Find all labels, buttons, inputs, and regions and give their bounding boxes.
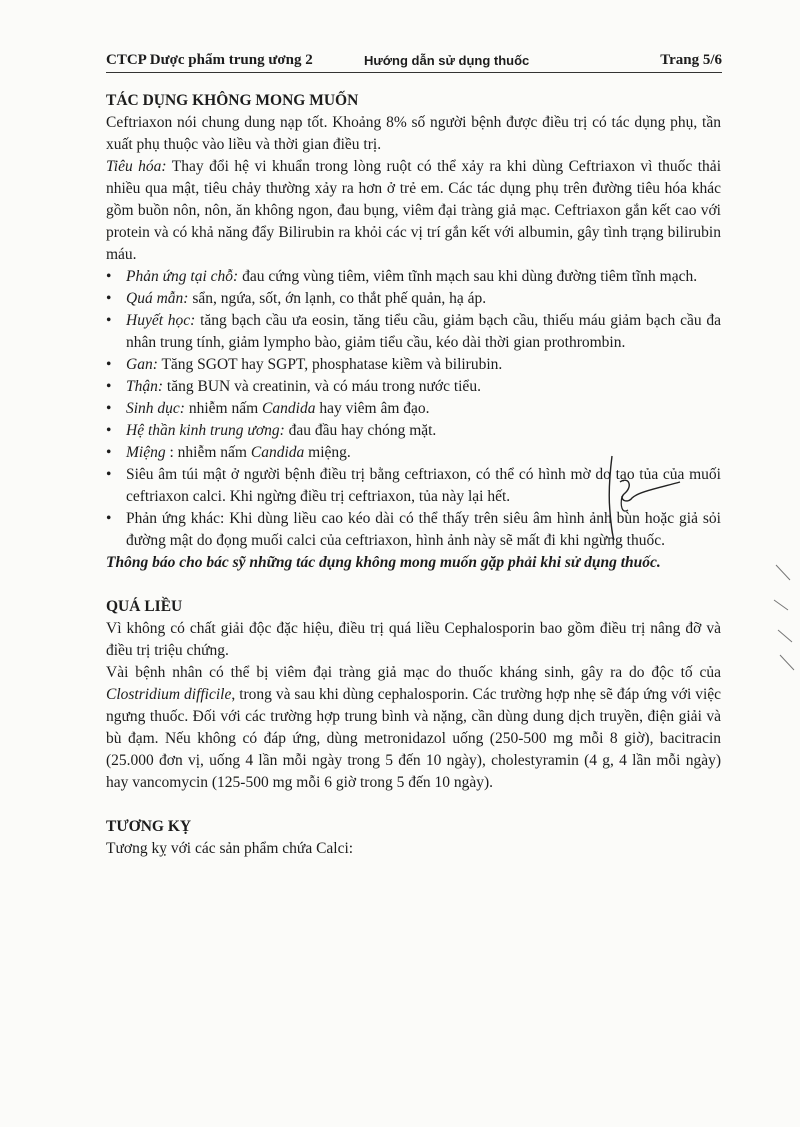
company-name: CTCP Dược phẩm trung ương 2	[106, 52, 313, 68]
digestive-text: Thay đổi hệ vi khuẩn trong lòng ruột có thể xảy ra khi dùng Ceftriaxon vì thuốc thải nhiều qua mật, tiêu chảy thường xảy ra hơn ở trẻ em. Các tác dụng phụ trên đường tiêu hóa khác gồm buồn nôn, nôn, ăn không ngon, đau bụng, viêm đại tràng giả mạc. Ceftriaxon gắn kết cao với protein và có khả năng đẩy Bilirubin ra khỏi các vị trí gắn kết với albumin, gây tình trạng bilirubin máu.	[106, 158, 721, 263]
bullet-hematology	[106, 310, 721, 354]
incompatibility-paragraph: Tương kỵ với các sản phẩm chứa Calci:	[106, 840, 354, 857]
bullet-text: : nhiễm nấm	[165, 444, 251, 461]
bullet-text: sẩn, ngứa, sốt, ớn lạnh, co thắt phế quản, hạ áp.	[188, 290, 487, 307]
bullet-text: tăng BUN và creatinin, và có máu trong nước tiểu.	[163, 378, 481, 395]
handwritten-signature	[598, 452, 683, 542]
bullet-cns	[106, 420, 721, 442]
bullet-hypersensitivity	[106, 288, 721, 310]
bullet-kidney	[106, 376, 721, 398]
bullet-text: tăng bạch cầu ưa eosin, tăng tiểu cầu, giảm bạch cầu, thiếu máu giảm bạch cầu đa nhân trung tính, giảm lympho bào, giảm tiểu cầu, kéo dài thời gian prothrombin.	[126, 312, 721, 351]
overdose-paragraph-2	[106, 662, 721, 794]
overdose-italic: Clostridium difficile	[106, 686, 232, 703]
bullet-genital	[106, 398, 721, 420]
overdose-paragraph-1: Vì không có chất giải độc đặc hiệu, điều trị quá liều Cephalosporin bao gồm điều trị nâng đỡ và điều trị triệu chứng.	[106, 620, 721, 659]
bullet-italic: Candida	[250, 444, 305, 461]
adverse-intro: Ceftriaxon nói chung dung nạp tốt. Khoảng 8% số người bệnh được điều trị có tác dụng phụ, tần xuất phụ thuộc vào liều và thời gian điều trị.	[106, 114, 721, 153]
section-heading-incompatibility: TƯƠNG KỴ	[106, 818, 192, 835]
bullet-text: Tăng SGOT hay SGPT, phosphatase kiềm và bilirubin.	[157, 356, 503, 373]
bullet-label: Quá mẫn:	[126, 290, 189, 307]
bullet-label: Sinh dục:	[126, 400, 185, 417]
adverse-notice: Thông báo cho bác sỹ những tác dụng không mong muốn gặp phải khi sử dụng thuốc.	[106, 554, 661, 571]
bullet-text: hay viêm âm đạo.	[315, 400, 430, 417]
bullet-text: miệng.	[304, 444, 351, 461]
bullet-text: nhiễm nấm	[184, 400, 263, 417]
bullet-label: Thận:	[126, 378, 164, 395]
bullet-text: Siêu âm túi mật ở người bệnh điều trị bằng ceftriaxon, có thể có hình mờ do tạo tủa của muối ceftriaxon calci. Khi ngừng điều trị ceftriaxon, tủa này lại hết.	[126, 466, 721, 505]
bullet-label: Phản ứng tại chỗ:	[126, 268, 239, 285]
bullet-italic: Candida	[262, 400, 316, 417]
spacer	[106, 794, 721, 816]
overdose-text: Vài bệnh nhân có thể bị viêm đại tràng giả mạc do thuốc kháng sinh, gây ra do độc tố của	[106, 664, 721, 681]
section-heading-adverse: TÁC DỤNG KHÔNG MONG MUỐN	[106, 92, 359, 109]
bullet-text: đau cứng vùng tiêm, viêm tĩnh mạch sau khi dùng đường tiêm tĩnh mạch.	[238, 268, 698, 285]
section-heading-overdose: QUÁ LIỀU	[106, 598, 183, 615]
bullet-local-reaction	[106, 266, 721, 288]
scan-edge-marks	[770, 560, 800, 680]
bullet-label: Gan:	[126, 356, 158, 373]
bullet-text: Phản ứng khác: Khi dùng liều cao kéo dài có thể thấy trên siêu âm hình ảnh bùn hoặc giả sỏi đường mật do đọng muối calci của ceftriaxon, hình ảnh này sẽ mất đi khi ngừng thuốc.	[126, 510, 721, 549]
bullet-label: Huyết học:	[126, 312, 196, 329]
spacer	[106, 574, 721, 596]
bullet-label: Hệ thần kinh trung ương:	[126, 422, 285, 439]
page-number: Trang 5/6	[660, 52, 722, 68]
bullet-label: Miệng	[126, 444, 166, 461]
digestive-label: Tiêu hóa:	[106, 158, 167, 175]
page-header	[106, 52, 722, 73]
digestive-paragraph	[106, 156, 721, 266]
document-title: Hướng dẫn sử dụng thuốc	[364, 53, 530, 68]
bullet-text: đau đầu hay chóng mặt.	[284, 422, 437, 439]
bullet-liver	[106, 354, 721, 376]
overdose-text: , trong và sau khi dùng cephalosporin. Các trường hợp nhẹ sẽ đáp ứng với việc ngưng thuốc. Đối với các trường hợp trung bình và nặng, cần dùng dung dịch truyền, điện giải và bù đạm. Nếu không có đáp ứng, dùng metronidazol uống (250-500 mg mỗi 8 giờ), bacitracin (25.000 đơn vị, uống 4 lần mỗi ngày trong 5 đến 10 ngày), cholestyramin (4 g, 4 lần mỗi ngày) hay vancomycin (125-500 mg mỗi 6 giờ trong 5 đến 10 ngày).	[106, 686, 722, 791]
